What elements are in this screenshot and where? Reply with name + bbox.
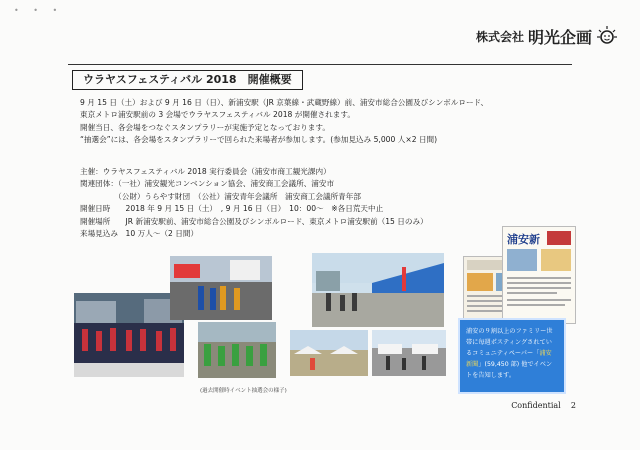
callout-line <box>466 348 558 359</box>
callout-text: 」(59,450 部) 他でイベン <box>478 361 553 368</box>
intro-line: 開催当日、各会場をつなぐスタンプラリーが実施予定となっております。 <box>80 122 330 132</box>
newspaper-callout <box>458 318 566 394</box>
intro-line: 東京メトロ浦安駅前の 3 会場でウラヤスフェスティバル 2018 が開催されます。 <box>80 110 355 120</box>
photo-event-booths <box>372 330 446 376</box>
company-logo <box>476 24 618 48</box>
callout-highlight: 新聞 <box>466 361 479 368</box>
photo-green-dancers <box>198 322 276 378</box>
callout-highlight: 浦安 <box>539 350 552 357</box>
newspaper-image-front <box>502 226 576 324</box>
detail-line: 関連団体：（一社）浦安観光コンベンション協会、浦安商工会議所、浦安市 <box>80 179 335 189</box>
detail-line: （公財）うらやす財団 （公社）浦安青年会議所 浦安商工会議所青年部 <box>80 191 361 201</box>
photo-park-tents <box>290 330 368 376</box>
page-number: 2 <box>570 401 576 410</box>
callout-line: トを告知します。 <box>466 372 516 379</box>
sun-mascot-icon <box>596 25 618 47</box>
photo-festival-street <box>170 256 272 320</box>
callout-line: 浦安の９割以上のファミリー世 <box>466 328 553 335</box>
photo-stage-dancers <box>74 293 184 377</box>
callout-line <box>466 359 558 370</box>
detail-line: 来場見込み 10 万人～（2 日間） <box>80 229 199 239</box>
scan-marks: • • • <box>14 6 64 15</box>
intro-paragraph <box>80 97 488 147</box>
page-footer <box>511 401 576 410</box>
callout-text: るコミュニティペーパー「 <box>466 350 540 357</box>
photo-tents-crowd <box>312 253 444 327</box>
confidential-label: Confidential <box>511 401 561 410</box>
page-title: ウラヤスフェスティバル 2018 開催概要 <box>72 70 303 90</box>
photo-caption: (過去開催時イベント抽選会の様子) <box>200 388 287 394</box>
company-name: 明光企画 <box>527 27 592 47</box>
header-rule <box>68 64 572 65</box>
event-details <box>80 166 428 240</box>
intro-line: 9 月 15 日（土）および 9 月 16 日（日）、新浦安駅（JR 京葉線・武蔵野線）前、浦安市総合公園及びシンボルロード、 <box>80 98 489 107</box>
detail-line: 開催場所 JR 新浦安駅前、浦安市総合公園及びシンボルロード、東京メトロ浦安駅前（15 日のみ） <box>80 216 428 226</box>
newspaper-masthead: 浦安新 <box>507 233 540 246</box>
intro-line: “抽選会”には、各会場をスタンプラリーで回られた来場者が参加します。(参加見込み 5,000 人×2 日間) <box>80 135 438 145</box>
detail-line: 開催日時 2018 年 9 月 15 日（土） , 9 月 16 日（日） 10：00～ ※各日荒天中止 <box>80 204 384 214</box>
company-prefix: 株式会社 <box>475 29 524 44</box>
callout-line: 帯に毎週ポスティングされてい <box>466 339 552 346</box>
detail-line: 主催：ウラヤスフェスティバル 2018 実行委員会（浦安市商工観光課内） <box>80 167 331 176</box>
